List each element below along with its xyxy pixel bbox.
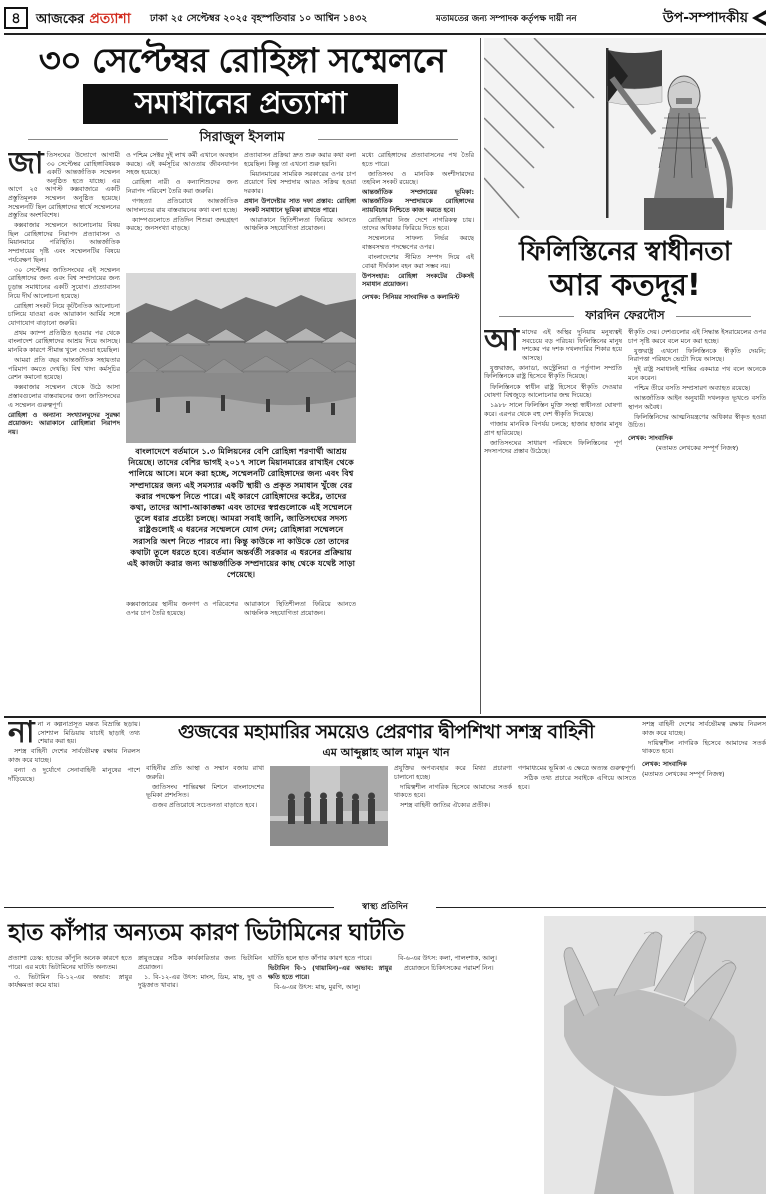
paragraph: ৩. ভিটামিন বি-১২-এর অভাব: স্নায়ুর কার্যক্ষমতা কমে যায়। [8, 972, 132, 990]
paragraph: ফিলিস্তিনিদের আত্মনিয়ন্ত্রণের অধিকার স্বীকৃত হওয়া উচিত। [628, 412, 766, 430]
paragraph: জাতিসংঘ ও মানবিক অংশীদারদের তহবিল সংকট রয়েছে। [362, 169, 474, 187]
disclaimer: মতামতের জন্য সম্পাদক কর্তৃপক্ষ দায়ী নন [436, 14, 577, 24]
headline-line2: সমাধানের প্রত্যাশা [83, 84, 398, 124]
subheading: রোহিঙ্গা ও অন্যান্য সংখ্যালঘুদের সুরক্ষা প্রয়োজন: আরাকানে রোহিঙ্গারা নিরাপদ নয়। [8, 410, 120, 436]
paragraph: ফিলিস্তিনকে স্বাধীন রাষ্ট্র হিসেবে স্বীকৃতি দেওয়ার ঘোষণা বিশ্বজুড়ে আলোচনার জন্ম দিয়েছে। [484, 382, 622, 400]
article3-col3 [394, 764, 512, 894]
article3-col4 [518, 764, 636, 894]
source-note: (মতামত লেখকের সম্পূর্ণ নিজস্ব) [642, 769, 725, 778]
paragraph: সশস্ত্র বাহিনী দেশের সার্বভৌমত্ব রক্ষায় নিরলস কাজ করে যাচ্ছে। [8, 747, 140, 764]
health-headline: হাত কাঁপার অন্যতম কারণ ভিটামিনের ঘাটতি [8, 920, 405, 946]
byline-rule-left [499, 316, 574, 317]
paragraph: প্রথম ক্যাম্প প্রতিষ্ঠিত হওয়ার পর থেকে বাংলাদেশ রোহিঙ্গাদের আশ্রয় দিয়ে আসছে। মানবিক কারণে সীমান্ত খুলে দেওয়া হয়েছিল। [8, 328, 120, 355]
paragraph: আমরা প্রতি বছর আন্তর্জাতিক সহায়তার পরিমাণ কমতে দেখছি। বিশ্ব খাদ্য কর্মসূচির রেশন কমানো হয়েছে। [8, 356, 120, 382]
author-note: লেখক: সিনিয়র সাংবাদিক ও কলামিস্ট [362, 292, 460, 301]
article3-col5 [642, 720, 766, 894]
paragraph: প্রয়োজনে চিকিৎসকের পরামর্শ নিন। [404, 964, 494, 973]
health-col4 [398, 954, 522, 1194]
article1-col2-lower [126, 600, 238, 716]
logo-prefix: আজকের [36, 12, 85, 27]
paragraph: যুক্তরাষ্ট্র এখনো ফিলিস্তিনকে স্বীকৃতি দেয়নি; নিরাপত্তা পরিষদে ভেটো দিয়ে আসছে। [628, 346, 766, 364]
paragraph: রোহিঙ্গা নারী ও কন্যাশিশুদের জন্য নিরাপদ পরিবেশ তৈরি করা জরুরি। [126, 178, 238, 195]
section-arrow-icon [752, 10, 766, 26]
health-col1 [8, 954, 132, 1194]
paragraph: রোহিঙ্গা সংকট নিয়ে কূটনৈতিক আলোচনা চালিয়ে যাওয়া এবং আরাকান আর্মির সঙ্গে যোগাযোগ বাড়ানো জরুরি। [8, 301, 120, 327]
byline-rule-right [676, 316, 751, 317]
paragraph: কক্সবাজার সম্মেলনে আলোচনায় বিষয় ছিল রোহিঙ্গাদের নিরাপদ প্রত্যাবাসন ও মিয়ানমারে পরিস্থিতি। আন্তর্জাতিক সম্প্রদায়ের দৃষ্টি এবং সম্মেলনটির বিষয়ে পর্যবেক্ষণ ছিল। [8, 221, 120, 264]
paragraph: ১. বি-১২-এর উৎস: মাংস, ডিম, মাছ, দুধ ও দুগ্ধজাত খাবার। [138, 972, 262, 990]
section-rule [4, 716, 766, 718]
subheading: উপসংহার: রোহিঙ্গা সংকটের টেকসই সমাধান প্রয়োজন। [362, 271, 474, 289]
article2-headline-line2: আর কতদূর! [549, 268, 701, 303]
paragraph: পশ্চিম তীরে বসতি সম্প্রসারণ অব্যাহত রয়েছে। [634, 384, 751, 393]
soldiers-photo [270, 766, 388, 846]
palestine-flag-photo [484, 38, 766, 230]
label-rule-left [4, 907, 334, 908]
paragraph: কক্সবাজার সম্মেলন থেকে উঠে আসা প্রস্তাবগুলোর বাস্তবায়নের জন্য জাতিসংঘের এ সম্মেলন গুরুত্বপূর্ণ। [8, 383, 120, 409]
paragraph: প্রত্যাশা ডেস্ক: হাতের কাঁপুনি অনেক কারণে হতে পারে। এর মধ্যে ভিটামিনের ঘাটতি অন্যতম। [8, 954, 132, 971]
paragraph: মধ্যে রোহিঙ্গাদের প্রত্যাবাসনের পথ তৈরি হতে পারে। [362, 151, 474, 168]
author-note: লেখক: সাংবাদিক [628, 434, 673, 443]
section-title: উপ-সম্পাদকীয় [662, 10, 748, 26]
article1-col4 [362, 151, 474, 716]
paragraph: না ন কল্পনাপ্রসূত মন্তব্য বিভ্রান্তি ছড়ায়। সোশ্যাল মিডিয়ায় যাচাই ছাড়াই তথ্য শেয়ার করা হয়। [37, 720, 140, 746]
source-note: (মতামত লেখকের সম্পূর্ণ নিজস্ব) [655, 444, 739, 453]
article2-col1 [484, 328, 622, 714]
author-note: লেখক: সাংবাদিক [642, 759, 687, 768]
paragraph: ১৯৮৮ সালে ফিলিস্তিন মুক্তি সংস্থা স্বাধীনতা ঘোষণা করে। এরপর থেকে বহু দেশ স্বীকৃতি দিয়েছে। [484, 401, 622, 418]
paragraph: বাংলাদেশের সীমিত সম্পদ দিয়ে এই বোঝা দীর্ঘকাল বহন করা সম্ভব নয়। [362, 253, 474, 270]
paragraph: বন্যা ও দুর্যোগে সেনাবাহিনী মানুষের পাশে দাঁড়িয়েছে। [8, 765, 140, 783]
paragraph: ভিটামিন বি-১ (থায়ামিন)-এর অভাব: স্নায়ুর ক্ষতি হতে পারে। [268, 964, 392, 981]
paragraph: যুক্তরাজ্য, কানাডা, অস্ট্রেলিয়া ও পর্তুগাল সম্প্রতি ফিলিস্তিনকে রাষ্ট্র হিসেবে স্বীকৃতি দিয়েছে। [484, 363, 622, 381]
article1-col3-lower [244, 600, 356, 716]
paragraph: ৩০ সেপ্টেম্বর জাতিসংঘের এই সম্মেলন রোহিঙ্গাদের জন্য এবং বিশ্ব সম্প্রদায়ের জন্য চূড়ান্ত সমাধানের একটি সুযোগ। প্রত্যাবাসন নিয়ে দীর্ঘ আলোচনা হয়েছে। [8, 265, 120, 300]
article3-col1 [8, 720, 140, 894]
dropcap: না [8, 720, 35, 750]
health-col3 [268, 954, 392, 1194]
paragraph: গণমাধ্যমের ভূমিকা এ ক্ষেত্রে অত্যন্ত গুরুত্বপূর্ণ। [518, 764, 636, 772]
label-rule-right [436, 907, 766, 908]
paragraph: স্বীকৃতি দেয়। দেশগুলোর এই সিদ্ধান্ত ইসরায়েলের ওপর চাপ সৃষ্টি করবে বলে মনে করা হচ্ছে। [628, 328, 766, 345]
paragraph: গাজায় মানবিক বিপর্যয় চলছে; হাজার হাজার মানুষ প্রাণ হারিয়েছে। [484, 419, 622, 437]
trembling-hand-photo [544, 916, 766, 1194]
paragraph: মিয়ানমারের সামরিক সরকারের ওপর চাপ প্রয়োগে বিশ্ব সম্প্রদায় আরও সক্রিয় হওয়া দরকার। [244, 169, 356, 195]
paragraph: আন্তর্জাতিক আইন অনুযায়ী দখলকৃত ভূখণ্ডে বসতি স্থাপন অবৈধ। [628, 394, 766, 411]
paragraph: বি-৬-এর উৎস: কলা, পালংশাক, আলু। [398, 954, 497, 962]
dropcap: আ [484, 328, 519, 358]
article3-col2 [146, 764, 264, 894]
article2-byline: ফারদিন ফেরদৌস [585, 308, 665, 322]
paragraph: প্রধান উপদেষ্টার সাত দফা প্রস্তাব: রোহিঙ্গা সংকট সমাধানে ভূমিকা রাখতে পারে। [244, 196, 356, 214]
paragraph: প্রত্যাবাসন প্রক্রিয়া দ্রুত শুরু করার কথা বলা হয়েছিল। কিন্তু তা এখনো শুরু হয়নি। [244, 151, 356, 168]
photo-caption: বাংলাদেশে বর্তমানে ১.৩ মিলিয়নের বেশি রোহিঙ্গা শরণার্থী আশ্রয় নিয়েছে। তাদের বেশির ভাগই ২০১৭ সালে মিয়ানমারের রাখাইন থেকে পালিয়ে আসে। মনে করা হচ্ছে, সম্মেলনটি রোহিঙ্গাদের জন্য এবং বিশ্ব সম্প্রদায়ের জন্য এই সমস্যার একটি স্থায়ী ও প্রকৃত সমাধান খুঁজে বের করার পদক্ষেপ নিতে পারে। এই কারণে রোহিঙ্গাদের কষ্টের, তাদের কথা, তাদের আশা-আকাঙ্ক্ষা এবং তাদের স্বপ্নগুলোকে এই সম্মেলনে তুলে ধরার প্রচেষ্টা চলছে। আমরা সবাই জানি, জাতিসংঘের সদস্য রাষ্ট্রগুলোই এ ধরনের সম্মেলনে যোগ দেন; রোহিঙ্গারা সম্মেলনে সরাসরি অংশ নিতে পারবে না। কিন্তু কাউকে না কাউকে তো তাদের কথাটা তুলে ধরতে হবে। বর্তমান অন্তর্বর্তী সরকার এ ধরনের প্রক্রিয়ায় এই কাজটা করার জন্য আন্তর্জাতিক সম্প্রদায়ের কাছ থেকে যথেষ্ট সাড়া পেয়েছে। [126, 446, 356, 580]
paragraph: গণহত্যা প্রতিরোধে আন্তর্জাতিক আদালতের রায় বাস্তবায়নের কথা বলা হচ্ছে। [126, 196, 238, 214]
paragraph: জাতিসংঘের সাধারণ পরিষদে ফিলিস্তিনের পূর্ণ সদস্যপদের প্রস্তাব উঠেছে। [484, 438, 622, 456]
paragraph: বি-৬-এর উৎস: মাছ, মুরগি, আলু। [274, 982, 361, 991]
article1-col1 [8, 151, 120, 716]
masthead [0, 0, 770, 34]
paragraph: সম্মেলনের সাফল্য নির্ভর করছে বাস্তবসম্মত পদক্ষেপের ওপর। [362, 234, 474, 251]
article2-col2 [628, 328, 766, 714]
logo-main: প্রত্যাশা [89, 11, 131, 27]
header-rule [4, 33, 766, 35]
paragraph: আন্তর্জাতিক সম্প্রদায়ের ভূমিকা: আন্তর্জাতিক সম্প্রদায়কে রোহিঙ্গাদের ন্যায়বিচার নিশ্চিতে কাজ করতে হবে। [362, 188, 474, 214]
paragraph: আরাকানে স্থিতিশীলতা ফিরিয়ে আনতে আঞ্চলিক সহযোগিতা প্রয়োজন। [244, 600, 356, 617]
section-label-health [4, 900, 766, 914]
paragraph: আরাকানে স্থিতিশীলতা ফিরিয়ে আনতে আঞ্চলিক সহযোগিতা প্রয়োজন। [244, 215, 356, 233]
paragraph: দুই রাষ্ট্র সমাধানই শান্তির একমাত্র পথ বলে অনেকে মনে করেন। [628, 365, 766, 382]
paragraph: ক্যাম্পগুলোতে প্রতিদিন শিশুরা জন্মগ্রহণ করছে; জনসংখ্যা বাড়ছে। [126, 215, 238, 233]
paragraph: সশস্ত্র বাহিনী জাতির ঐক্যের প্রতীক। [400, 801, 491, 810]
article-rohingya [8, 38, 476, 716]
paragraph: বাহিনীর প্রতি আস্থা ও সম্মান বজায় রাখা জরুরি। [146, 764, 264, 781]
paragraph: ও পশ্চিম সেক্টর দুই লাখ কর্মী এখানে অবস্থান করছে। এই কর্মসূচির আওতায় জীবনযাপন সহজ হয়েছে। [126, 151, 238, 177]
byline-rule-left [28, 139, 168, 140]
column-divider [480, 38, 481, 714]
paragraph: তিসংঘের উদ্যোগে আগামী ৩০ সেপ্টেম্বর রোহিঙ্গাবিষয়ক একটি আন্তর্জাতিক সম্মেলন অনুষ্ঠিত হতে যাচ্ছে। এর আগে ২৫ আগস্ট কক্সবাজারে একটি প্রস্তুতিমূলক সম্মেলন অনুষ্ঠিত হয়েছে। সম্মেলনটি ছিল রোহিঙ্গাদের স্বার্থে সম্মেলনের প্রস্তুতির অংশবিশেষ। [8, 151, 120, 220]
refugee-camp-photo [126, 273, 356, 443]
paragraph: ঘাটতি হলে হাত কাঁপার কারণ হতে পারে। [268, 954, 372, 962]
paragraph: দায়িত্বশীল নাগরিক হিসেবে আমাদের সতর্ক থাকতে হবে। [394, 782, 512, 800]
health-col2 [138, 954, 262, 1194]
paragraph: জাতিসংঘ শান্তিরক্ষা মিশনে বাংলাদেশের ভূমিকা প্রশংসিত। [146, 782, 264, 800]
paragraph: গুজব প্রতিরোধে সচেতনতা বাড়াতে হবে। [152, 801, 257, 810]
paragraph: প্রযুক্তির অপব্যবহার করে মিথ্যা প্রচারণা চালানো হচ্ছে। [394, 764, 512, 781]
headline-line1: ৩০ সেপ্টেম্বর রোহিঙ্গা সম্মেলনে [38, 41, 446, 81]
article-palestine [484, 38, 766, 716]
paragraph: সশস্ত্র বাহিনী দেশের সার্বভৌমত্ব রক্ষায় নিরলস কাজ করে যাচ্ছে। [642, 720, 766, 737]
article2-headline-line1: ফিলিস্তিনের স্বাধীনতা [519, 237, 731, 267]
section-label: স্বাস্থ্য প্রতিদিন [362, 902, 408, 912]
paragraph: দায়িত্বশীল নাগরিক হিসেবে আমাদের সতর্ক থাকতে হবে। [642, 738, 766, 756]
article-armed-forces [8, 720, 766, 896]
paragraph: কক্সবাজারের স্থানীয় জনগণ ও পরিবেশের ওপর চাপ তৈরি হয়েছে। [126, 600, 238, 617]
article-health [8, 916, 766, 1194]
byline-rule-right [318, 139, 458, 140]
article3-byline: এম আব্দুল্লাহ আল মামুন খান [322, 746, 450, 759]
paragraph: রোহিঙ্গারা নিজ দেশে নাগরিকত্ব চায়। তাদের অধিকার ফিরিয়ে দিতে হবে। [362, 215, 474, 233]
byline: সিরাজুল ইসলাম [199, 130, 285, 145]
paragraph: মাদের এই অস্থির দুনিয়ায় মনুষ্যত্বই সবচেয়ে বড় পরিচয়। ফিলিস্তিনের মানুষ দশকের পর দশক দখলদারির শিকার হয়ে আসছে। [522, 328, 622, 362]
article3-headline: গুজবের মহামারির সময়েও প্রেরণার দ্বীপশিখা সশস্ত্র বাহিনী [178, 721, 594, 743]
dateline: ঢাকা ২৫ সেপ্টেম্বর ২০২৫ বৃহস্পতিবার ১০ আশ্বিন ১৪৩২ [150, 13, 368, 24]
article1-col3 [244, 151, 356, 269]
article1-col2 [126, 151, 238, 269]
paragraph: সঠিক তথ্য প্রচারে সবাইকে এগিয়ে আসতে হবে। [518, 774, 636, 791]
dropcap: জা [8, 151, 44, 181]
newspaper-logo [36, 8, 141, 30]
page-number: ৪ [4, 7, 28, 29]
paragraph: স্নায়ুতন্ত্রের সঠিক কার্যকারিতার জন্য ভিটামিন প্রয়োজন। [138, 954, 262, 971]
